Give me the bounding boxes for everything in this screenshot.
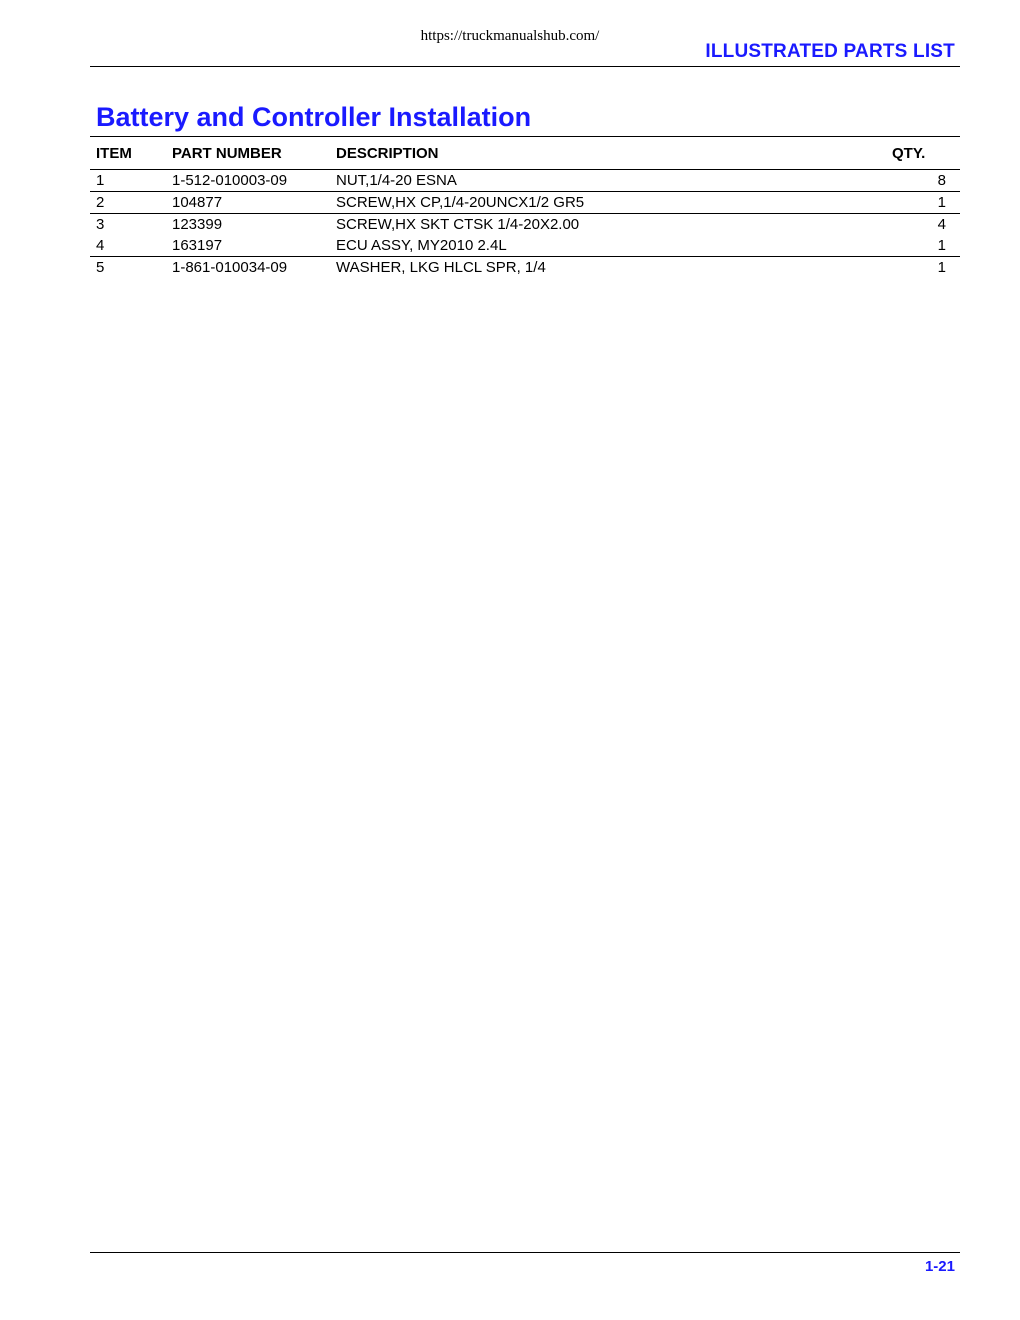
column-header-item: ITEM bbox=[96, 144, 132, 162]
cell-item: 3 bbox=[96, 215, 105, 233]
cell-item: 1 bbox=[90, 170, 172, 192]
header-divider bbox=[90, 66, 960, 67]
source-url[interactable]: https://truckmanualshub.com/ bbox=[420, 28, 600, 44]
cell-item: 5 bbox=[96, 258, 105, 276]
cell-qty: 1 bbox=[937, 258, 946, 276]
table-row bbox=[90, 214, 960, 236]
cell-part-number: 123399 bbox=[172, 215, 223, 233]
table-row bbox=[90, 235, 960, 257]
cell-description: SCREW,HX SKT CTSK 1/4-20X2.00 bbox=[336, 215, 580, 233]
table-row bbox=[90, 170, 960, 192]
column-header-description: DESCRIPTION bbox=[336, 144, 439, 162]
cell-description: WASHER, LKG HLCL SPR, 1/4 bbox=[336, 258, 546, 276]
cell-description: ECU ASSY, MY2010 2.4L bbox=[336, 235, 866, 257]
cell-part-number: 163197 bbox=[172, 235, 336, 257]
column-header-part-number: PART NUMBER bbox=[172, 144, 282, 162]
cell-qty: 8 bbox=[866, 170, 960, 192]
table-row bbox=[90, 257, 960, 279]
cell-part-number: 104877 bbox=[172, 192, 336, 214]
cell-part-number: 1-512-010003-09 bbox=[172, 170, 336, 192]
document-section-header: ILLUSTRATED PARTS LIST bbox=[705, 41, 955, 62]
cell-qty: 4 bbox=[937, 215, 946, 233]
page-title: Battery and Controller Installation bbox=[96, 102, 532, 132]
cell-item: 4 bbox=[90, 235, 172, 257]
table-row bbox=[90, 192, 960, 214]
cell-qty: 1 bbox=[866, 192, 960, 214]
cell-part-number: 1-861-010034-09 bbox=[172, 258, 288, 276]
cell-item: 2 bbox=[90, 192, 172, 214]
table-header-row bbox=[90, 137, 960, 170]
column-header-qty: QTY. bbox=[892, 144, 926, 162]
cell-description: SCREW,HX CP,1/4-20UNCX1/2 GR5 bbox=[336, 192, 866, 214]
cell-qty: 1 bbox=[866, 235, 960, 257]
parts-table bbox=[90, 136, 960, 278]
page-number: 1-21 bbox=[924, 1258, 955, 1275]
cell-description: NUT,1/4-20 ESNA bbox=[336, 170, 866, 192]
footer-divider bbox=[90, 1252, 960, 1253]
